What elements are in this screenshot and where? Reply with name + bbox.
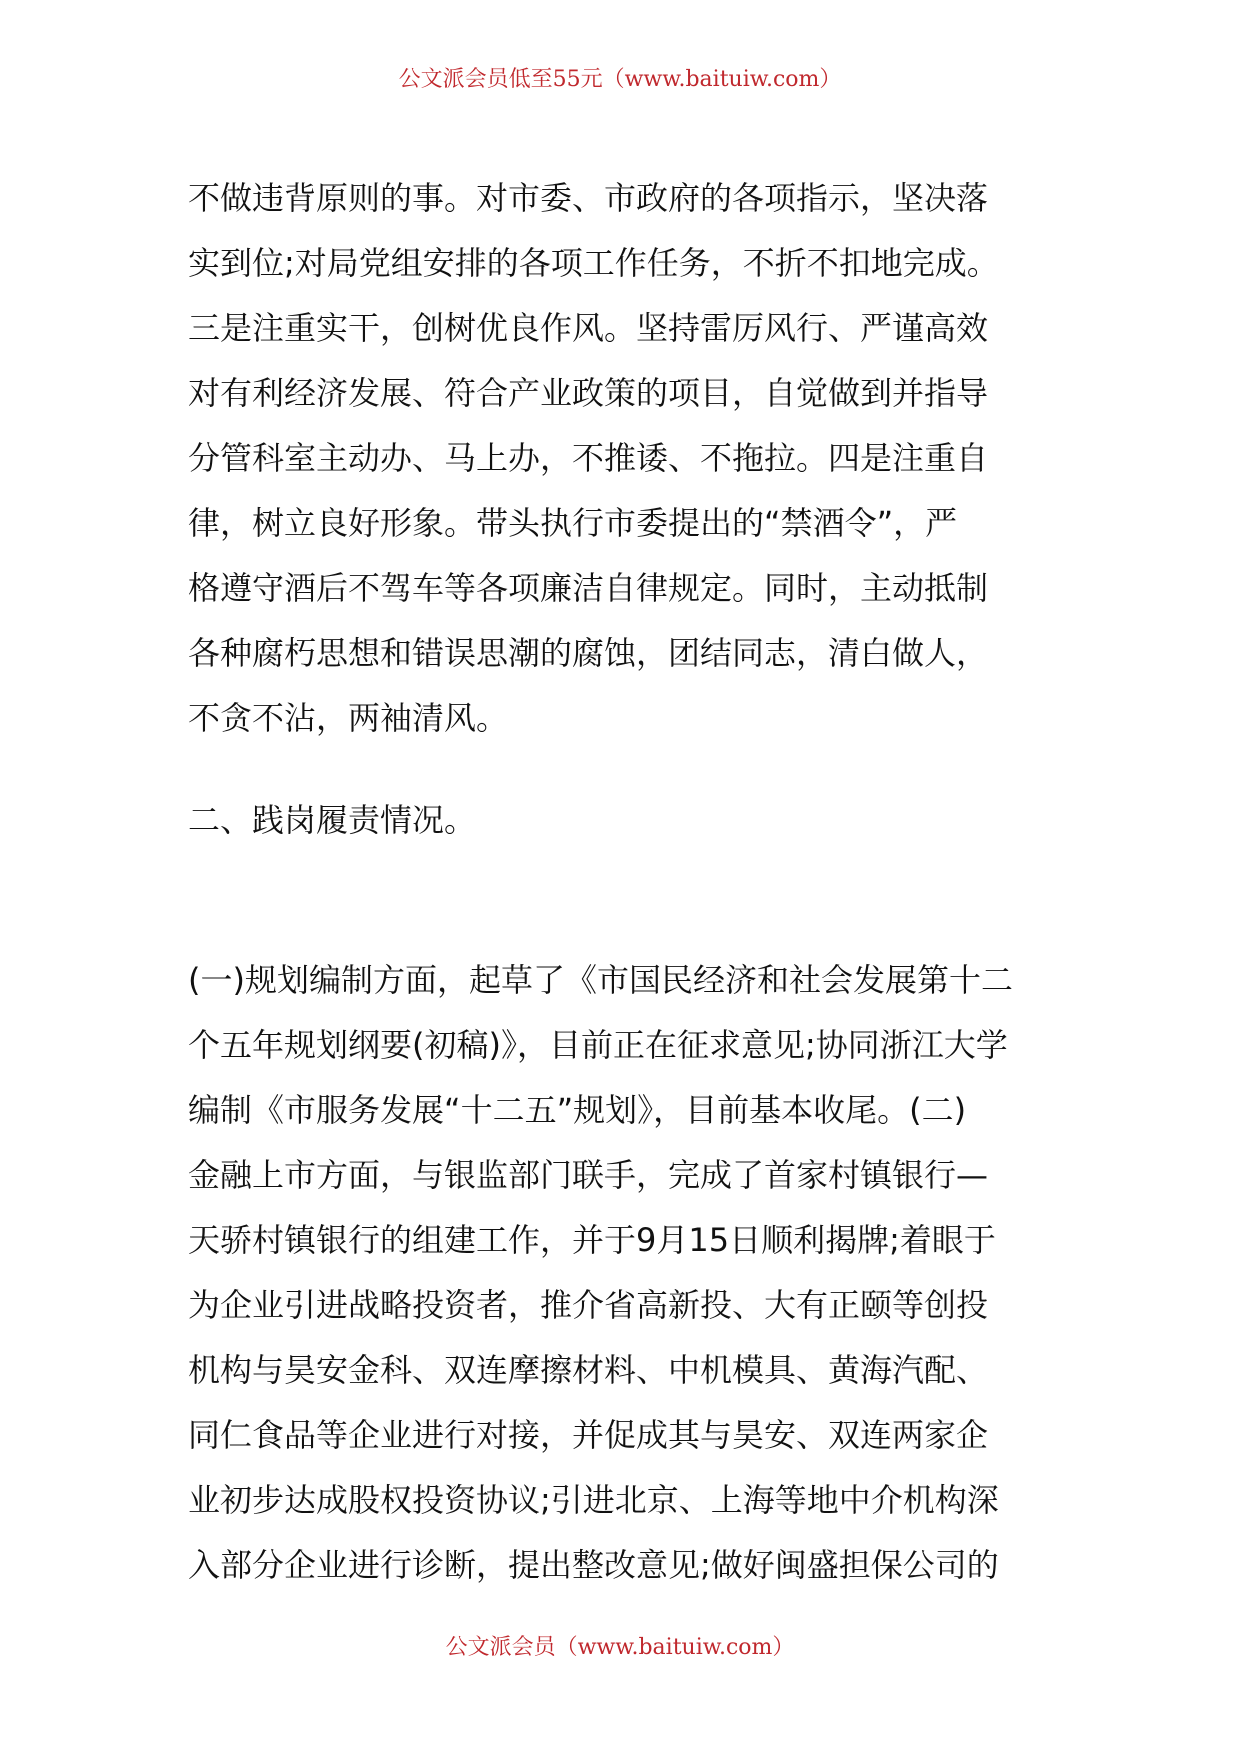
- text-line: 编制《市服务发展“十二五”规划》，目前基本收尾。(二): [188, 1091, 967, 1129]
- text-line: 三是注重实干，创树优良作风。坚持雷厉风行、严谨高效: [188, 309, 989, 347]
- text-line: (一)规划编制方面，起草了《市国民经济和社会发展第十二: [188, 961, 1013, 999]
- footer-watermark: 公文派会员（www.baituiw.com）: [445, 1635, 795, 1660]
- section-heading: 二、践岗履责情况。: [188, 801, 477, 839]
- text-line: 为企业引进战略投资者，推介省高新投、大有正颐等创投: [188, 1286, 989, 1324]
- text-line: 业初步达成股权投资协议;引进北京、上海等地中介机构深: [188, 1481, 999, 1519]
- text-line: 分管科室主动办、马上办，不推诿、不拖拉。四是注重自: [188, 439, 989, 477]
- text-line: 金融上市方面，与银监部门联手，完成了首家村镇银行—: [188, 1156, 989, 1194]
- text-line: 对有利经济发展、符合产业政策的项目，自觉做到并指导: [188, 374, 989, 412]
- header-watermark: 公文派会员低至55元（www.baituiw.com）: [398, 67, 842, 92]
- text-line: 天骄村镇银行的组建工作，并于9月15日顺利揭牌;着眼于: [188, 1221, 996, 1259]
- text-line: 不做违背原则的事。对市委、市政府的各项指示，坚决落: [188, 179, 989, 217]
- text-line: 同仁食品等企业进行对接，并促成其与昊安、双连两家企: [188, 1416, 989, 1454]
- text-line: 个五年规划纲要(初稿)》，目前正在征求意见;协同浙江大学: [188, 1026, 1008, 1064]
- section-heading-block: [188, 788, 1068, 853]
- text-line: 各种腐朽思想和错误思潮的腐蚀，团结同志，清白做人，: [188, 634, 989, 672]
- text-line: 入部分企业进行诊断，提出整改意见;做好闽盛担保公司的: [188, 1546, 999, 1584]
- text-line: 律，树立良好形象。带头执行市委提出的“禁酒令”，严: [188, 504, 958, 542]
- paragraph-1: [188, 166, 1068, 751]
- paragraph-2: [188, 948, 1068, 1598]
- text-line: 实到位;对局党组安排的各项工作任务，不折不扣地完成。: [188, 244, 999, 282]
- text-line: 不贪不沾，两袖清风。: [188, 699, 509, 737]
- text-line: 机构与昊安金科、双连摩擦材料、中机模具、黄海汽配、: [188, 1351, 989, 1389]
- text-line: 格遵守酒后不驾车等各项廉洁自律规定。同时，主动抵制: [188, 569, 989, 607]
